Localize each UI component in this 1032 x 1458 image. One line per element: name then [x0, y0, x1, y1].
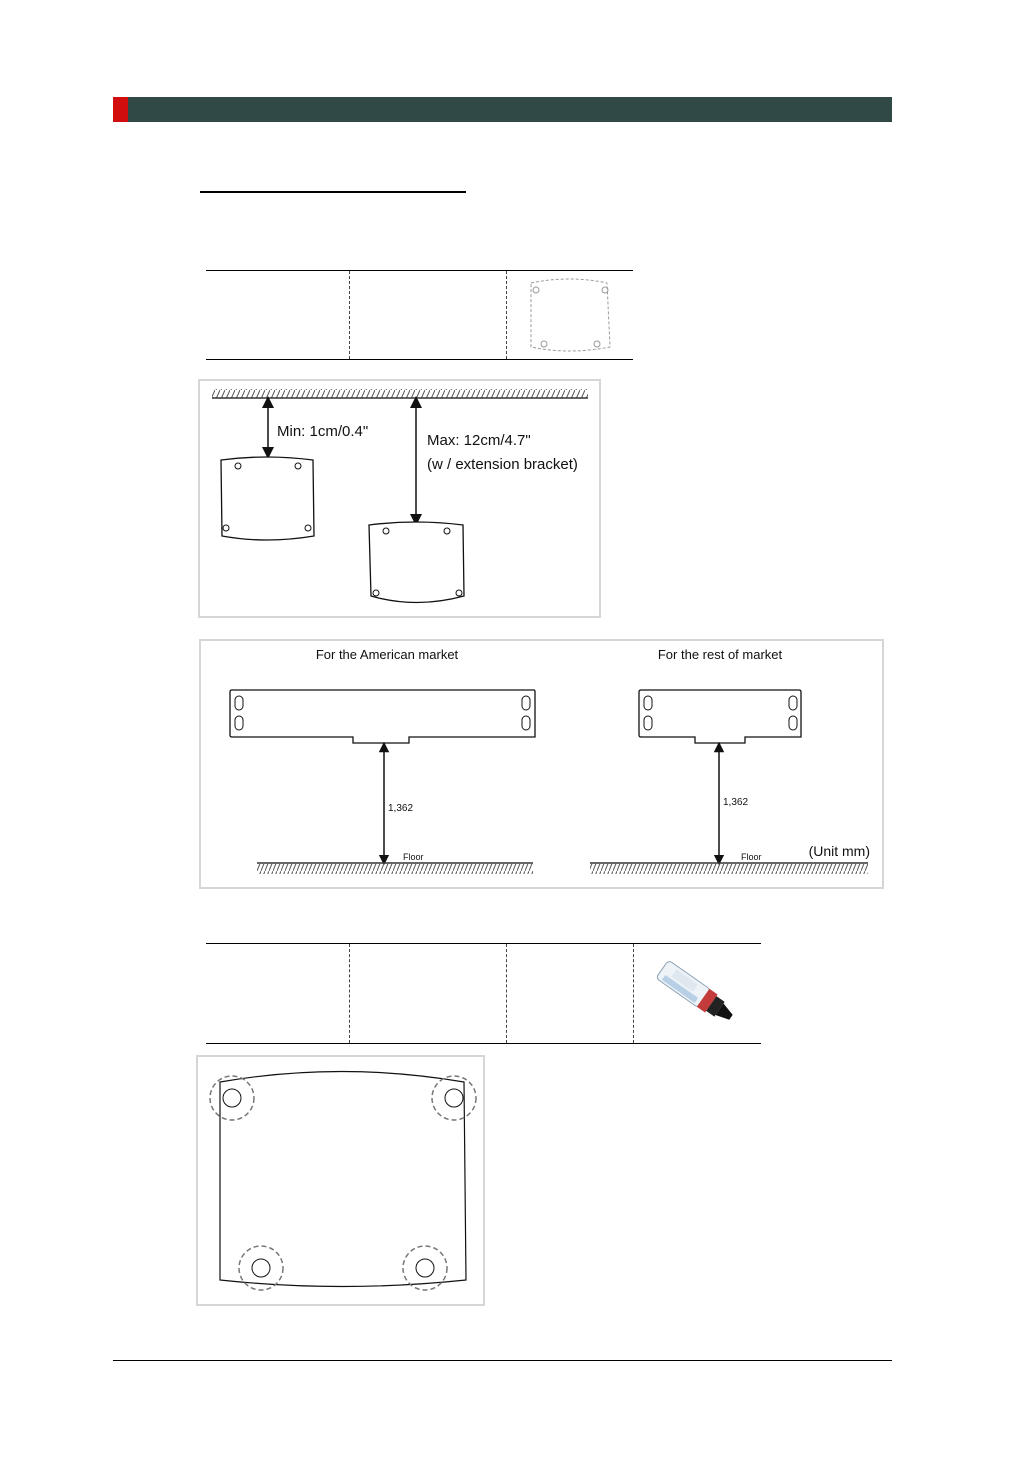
unit-label: (Unit mm) [808, 843, 870, 859]
mount-height-figure [199, 639, 884, 889]
step-table-1-cell-2 [349, 271, 506, 359]
rest-market-title: For the rest of market [657, 647, 783, 662]
wall-bracket-american [230, 690, 535, 743]
footer-rule [113, 1360, 892, 1361]
header-bar [113, 97, 892, 122]
min-clearance-label: Min: 1cm/0.4" [277, 423, 369, 440]
marker-pen-icon [634, 944, 762, 1041]
step-table-2-cell-2 [349, 944, 506, 1043]
detector-template-outline [220, 1072, 466, 1287]
floor-label-american: Floor [403, 852, 424, 862]
detector-shape-min [221, 457, 314, 540]
american-market-title: For the American market [315, 647, 459, 662]
step-table-2 [206, 943, 761, 1044]
floor-label-rest: Floor [741, 852, 762, 862]
mounting-template-icon [507, 271, 634, 357]
section-heading-rule [200, 191, 466, 193]
detector-shape-max [369, 522, 464, 603]
step-table-1-cell-1 [206, 271, 349, 359]
max-clearance-label: Max: 12cm/4.7" [427, 432, 531, 449]
floor-hatch-rest [590, 864, 868, 874]
floor-hatch-american [257, 864, 533, 874]
clearance-figure [198, 379, 601, 618]
header-accent [113, 97, 128, 122]
wall-bracket-rest [639, 690, 801, 743]
step-table-2-cell-3 [506, 944, 633, 1043]
height-value-american: 1,362 [388, 803, 414, 814]
template-holes-figure [196, 1055, 485, 1306]
ceiling-hatch [212, 389, 588, 398]
height-value-rest: 1,362 [723, 797, 749, 808]
step-table-2-cell-1 [206, 944, 349, 1043]
extension-bracket-note: (w / extension bracket) [427, 456, 578, 473]
step-table-1-cell-3 [506, 271, 633, 359]
step-table-2-cell-4 [633, 944, 761, 1043]
step-table-1 [206, 270, 633, 360]
